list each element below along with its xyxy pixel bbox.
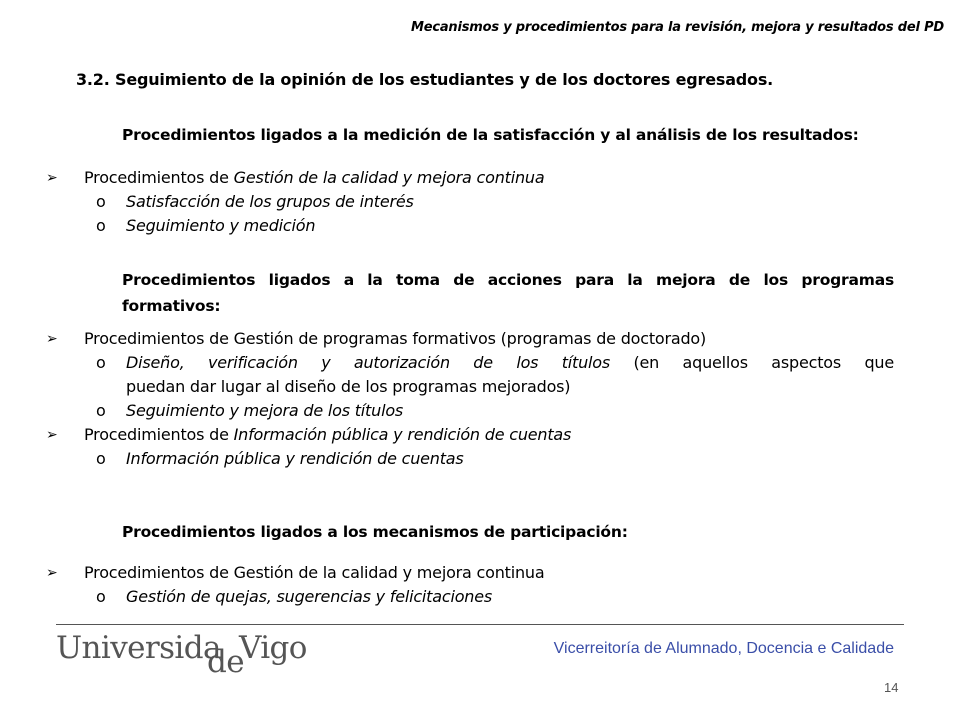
list-item-level2 (0, 399, 894, 423)
circle-bullet-icon: o (96, 449, 106, 468)
group-improvement-actions (46, 271, 894, 471)
list-item-level1 (0, 327, 894, 351)
item-text: Satisfacción de los grupos de interés (126, 192, 414, 211)
logo-text-vigo: Vigo (239, 630, 307, 666)
item-text-continued: puedan dar lugar al diseño de los programas mejorados) (126, 377, 571, 396)
logo-text-de: de (207, 644, 244, 680)
circle-bullet-icon: o (96, 587, 106, 606)
item-text: (en aquellos aspectos que (610, 353, 894, 372)
arrow-bullet-icon: ➢ (46, 565, 58, 581)
footer-divider (56, 624, 904, 625)
item-text: Procedimientos de Gestión de programas formativos (programas de doctorado) (84, 329, 707, 348)
item-text-italic: Información pública y rendición de cuentas (233, 425, 572, 444)
page-number: 14 (884, 680, 899, 695)
list-item-level2 (0, 214, 894, 238)
circle-bullet-icon: o (96, 401, 106, 420)
list-item-level2 (0, 351, 894, 399)
circle-bullet-icon: o (96, 216, 106, 235)
circle-bullet-icon: o (96, 353, 106, 372)
item-text: Procedimientos de (84, 168, 234, 187)
list-item-level1 (0, 166, 894, 190)
circle-bullet-icon: o (96, 192, 106, 211)
section-title: 3.2. Seguimiento de la opinión de los estudiantes y de los doctores egresados. (76, 70, 774, 89)
group-participation (46, 523, 894, 609)
item-text: Información pública y rendición de cuentas (126, 449, 464, 468)
vicerreitoria-label: Vicerreitoría de Alumnado, Docencia e Calidade (553, 640, 894, 657)
group-title: Procedimientos ligados a los mecanismos de participación: (122, 523, 628, 541)
running-header: Mecanismos y procedimientos para la revisión, mejora y resultados del PD (410, 20, 944, 35)
group-title: Procedimientos ligados a la toma de acciones para la mejora de los programas (122, 271, 894, 289)
arrow-bullet-icon: ➢ (46, 331, 58, 347)
item-text-italic: Gestión de la calidad y mejora continua (233, 168, 545, 187)
item-text: Procedimientos de (84, 425, 234, 444)
logo-text-universida: Universida (56, 630, 221, 666)
item-text: Procedimientos de Gestión de la calidad y mejora continua (84, 563, 545, 582)
list-item-level2 (0, 585, 894, 609)
list-item-level1 (0, 423, 894, 447)
group-satisfaction (46, 126, 894, 238)
group-title-continued: formativos: (122, 297, 221, 315)
item-text-italic: Diseño, verificación y autorización de los títulos (126, 353, 611, 372)
list-item-level2 (0, 447, 894, 471)
item-text: Seguimiento y medición (126, 216, 316, 235)
arrow-bullet-icon: ➢ (46, 427, 58, 443)
list-item-level1 (0, 561, 894, 585)
group-title: Procedimientos ligados a la medición de la satisfacción y al análisis de los resultados: (122, 126, 859, 144)
item-text: Gestión de quejas, sugerencias y felicitaciones (126, 587, 492, 606)
list-item-level2 (0, 190, 894, 214)
item-text: Seguimiento y mejora de los títulos (126, 401, 404, 420)
arrow-bullet-icon: ➢ (46, 170, 58, 186)
